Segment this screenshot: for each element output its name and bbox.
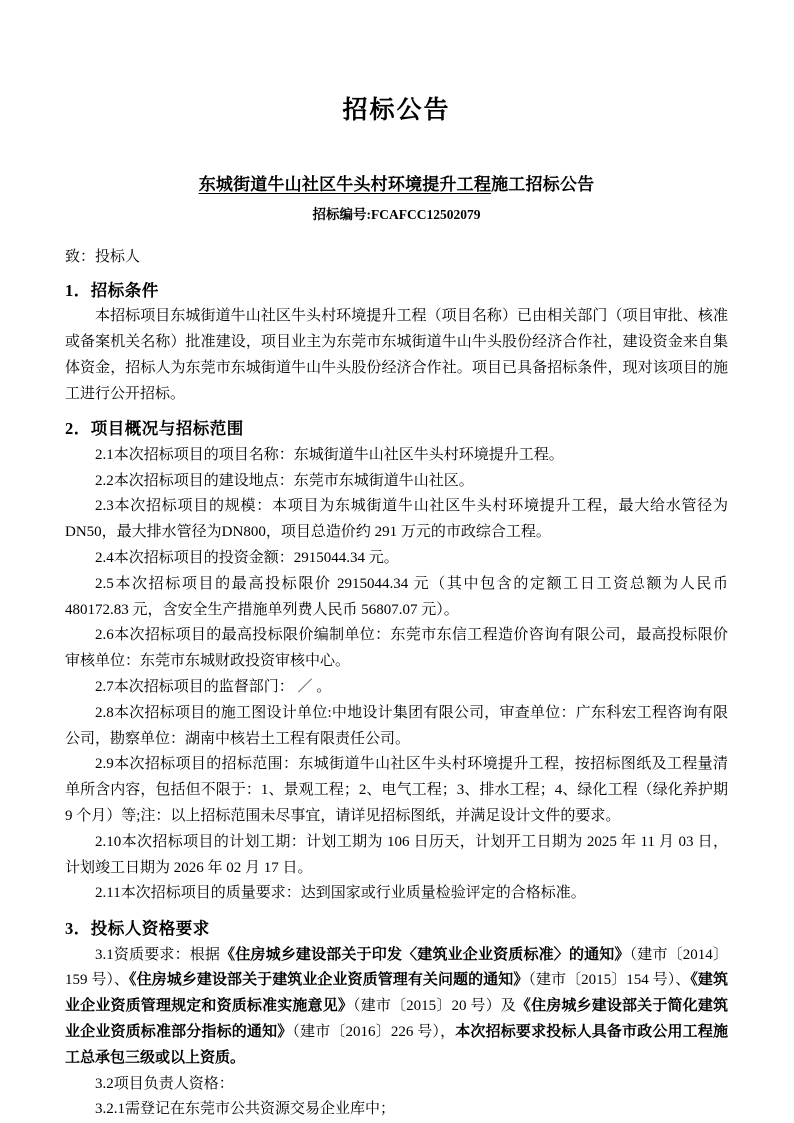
item-3-1-mid-3: （建市〔2015〕20 号）及 [353,998,516,1015]
item-3-1-lead: 3.1资质要求：根据 [95,946,221,963]
item-3-1-mid-2: （建市〔2015〕154 号）、 [528,972,691,989]
item-3-1-doc-1: 《住房城乡建设部关于印发〈建筑业企业资质标准〉的通知》 [220,946,630,963]
addressee-line: 致：投标人 [65,248,141,265]
item-2-5: 2.5本次招标项目的最高投标限价 2915044.34 元（其中包含的定额工日工资总额为人民币 480172.83 元，含安全生产措施单列费人民币 56807.07 元）。 [65,575,728,618]
subtitle-underlined-part: 东城街道牛山社区牛头村环境提升工程 [198,175,492,194]
tender-number-value: FCAFCC12502079 [371,207,481,223]
section-1-paragraph: 本招标项目东城街道牛山社区牛头村环境提升工程（项目名称）已由相关部门（项目审批、核准或备案机关名称）批准建设，项目业主为东莞市东城街道牛山牛头股份经济合作社，建设资金来自集体资金，招标人为东莞市东城街道牛山牛头股份经济合作社。项目已具备招标条件，现对该项目的施工进行公开招标。 [65,308,728,402]
item-2-7: 2.7本次招标项目的监督部门： ／ 。 [95,678,332,695]
item-3-1-mid-1: （建市〔2014〕159 号）、 [65,946,728,989]
document-subtitle [65,175,728,195]
section-3-heading: 3．投标人资格要求 [65,919,210,939]
item-2-2: 2.2本次招标项目的建设地点：东莞市东城街道牛山社区。 [95,472,474,489]
section-2-heading: 2．项目概况与招标范围 [65,419,244,439]
item-2-10: 2.10本次招标项目的计划工期：计划工期为 106 日历天，计划开工日期为 2025 年 11 月 03 日，计划竣工日期为 2026 年 02 月 17 日。 [65,833,728,876]
item-2-11: 2.11本次招标项目的质量要求：达到国家或行业质量检验评定的合格标准。 [95,885,586,902]
item-2-9: 2.9本次招标项目的招标范围：东城街道牛山社区牛头村环境提升工程，按招标图纸及工程量清单所含内容，包括但不限于：1、景观工程；2、电气工程；3、排水工程；4、绿化工程（绿化养护期 9 个月）等;注：以上招标范围未尽事宜，请详见招标图纸，并满足设计文件的要求。 [65,756,728,824]
item-3-1-doc-2: 《住房城乡建设部关于建筑业企业资质管理有关问题的通知》 [129,972,529,989]
page-title: 招标公告 [342,97,451,124]
item-2-4: 2.4本次招标项目的投资金额：2915044.34 元。 [95,549,399,566]
item-3-1-mid-4: （建市〔2016〕226 号）， [292,1023,456,1040]
document-content [65,0,728,1123]
item-3-2: 3.2项目负责人资格： [95,1075,234,1092]
item-3-2-1: 3.2.1需登记在东莞市公共资源交易企业库中； [95,1101,396,1118]
tender-number-label: 招标编号: [312,207,371,223]
subtitle-plain-part: 施工招标公告 [491,175,595,194]
section-1-heading: 1．招标条件 [65,280,159,300]
item-3-1-doc-4: 《住房城乡建设部关于简化建筑业企业资质标准部分指标的通知》 [65,998,728,1040]
item-3-1-requirement: 本次招标要求投标人具备市政公用工程施工总承包三级或以上资质。 [65,1023,728,1066]
item-2-8: 2.8本次招标项目的施工图设计单位:中地设计集团有限公司，审查单位：广东科宏工程咨询有限公司，勘察单位：湖南中核岩土工程有限责任公司。 [65,704,728,747]
item-2-6: 2.6本次招标项目的最高投标限价编制单位：东莞市东信工程造价咨询有限公司，最高投标限价审核单位：东莞市东城财政投资审核中心。 [65,627,728,670]
tender-number-line [65,207,728,223]
item-2-3: 2.3本次招标项目的规模：本项目为东城街道牛山社区牛头村环境提升工程，最大给水管径为DN50，最大排水管径为DN800，项目总造价约 291 万元的市政综合工程。 [65,498,728,541]
item-2-1: 2.1本次招标项目的项目名称：东城街道牛山社区牛头村环境提升工程。 [95,446,564,463]
item-3-1 [65,943,728,1072]
item-3-1-doc-3: 《建筑业企业资质管理规定和资质标准实施意见》 [65,972,728,1015]
